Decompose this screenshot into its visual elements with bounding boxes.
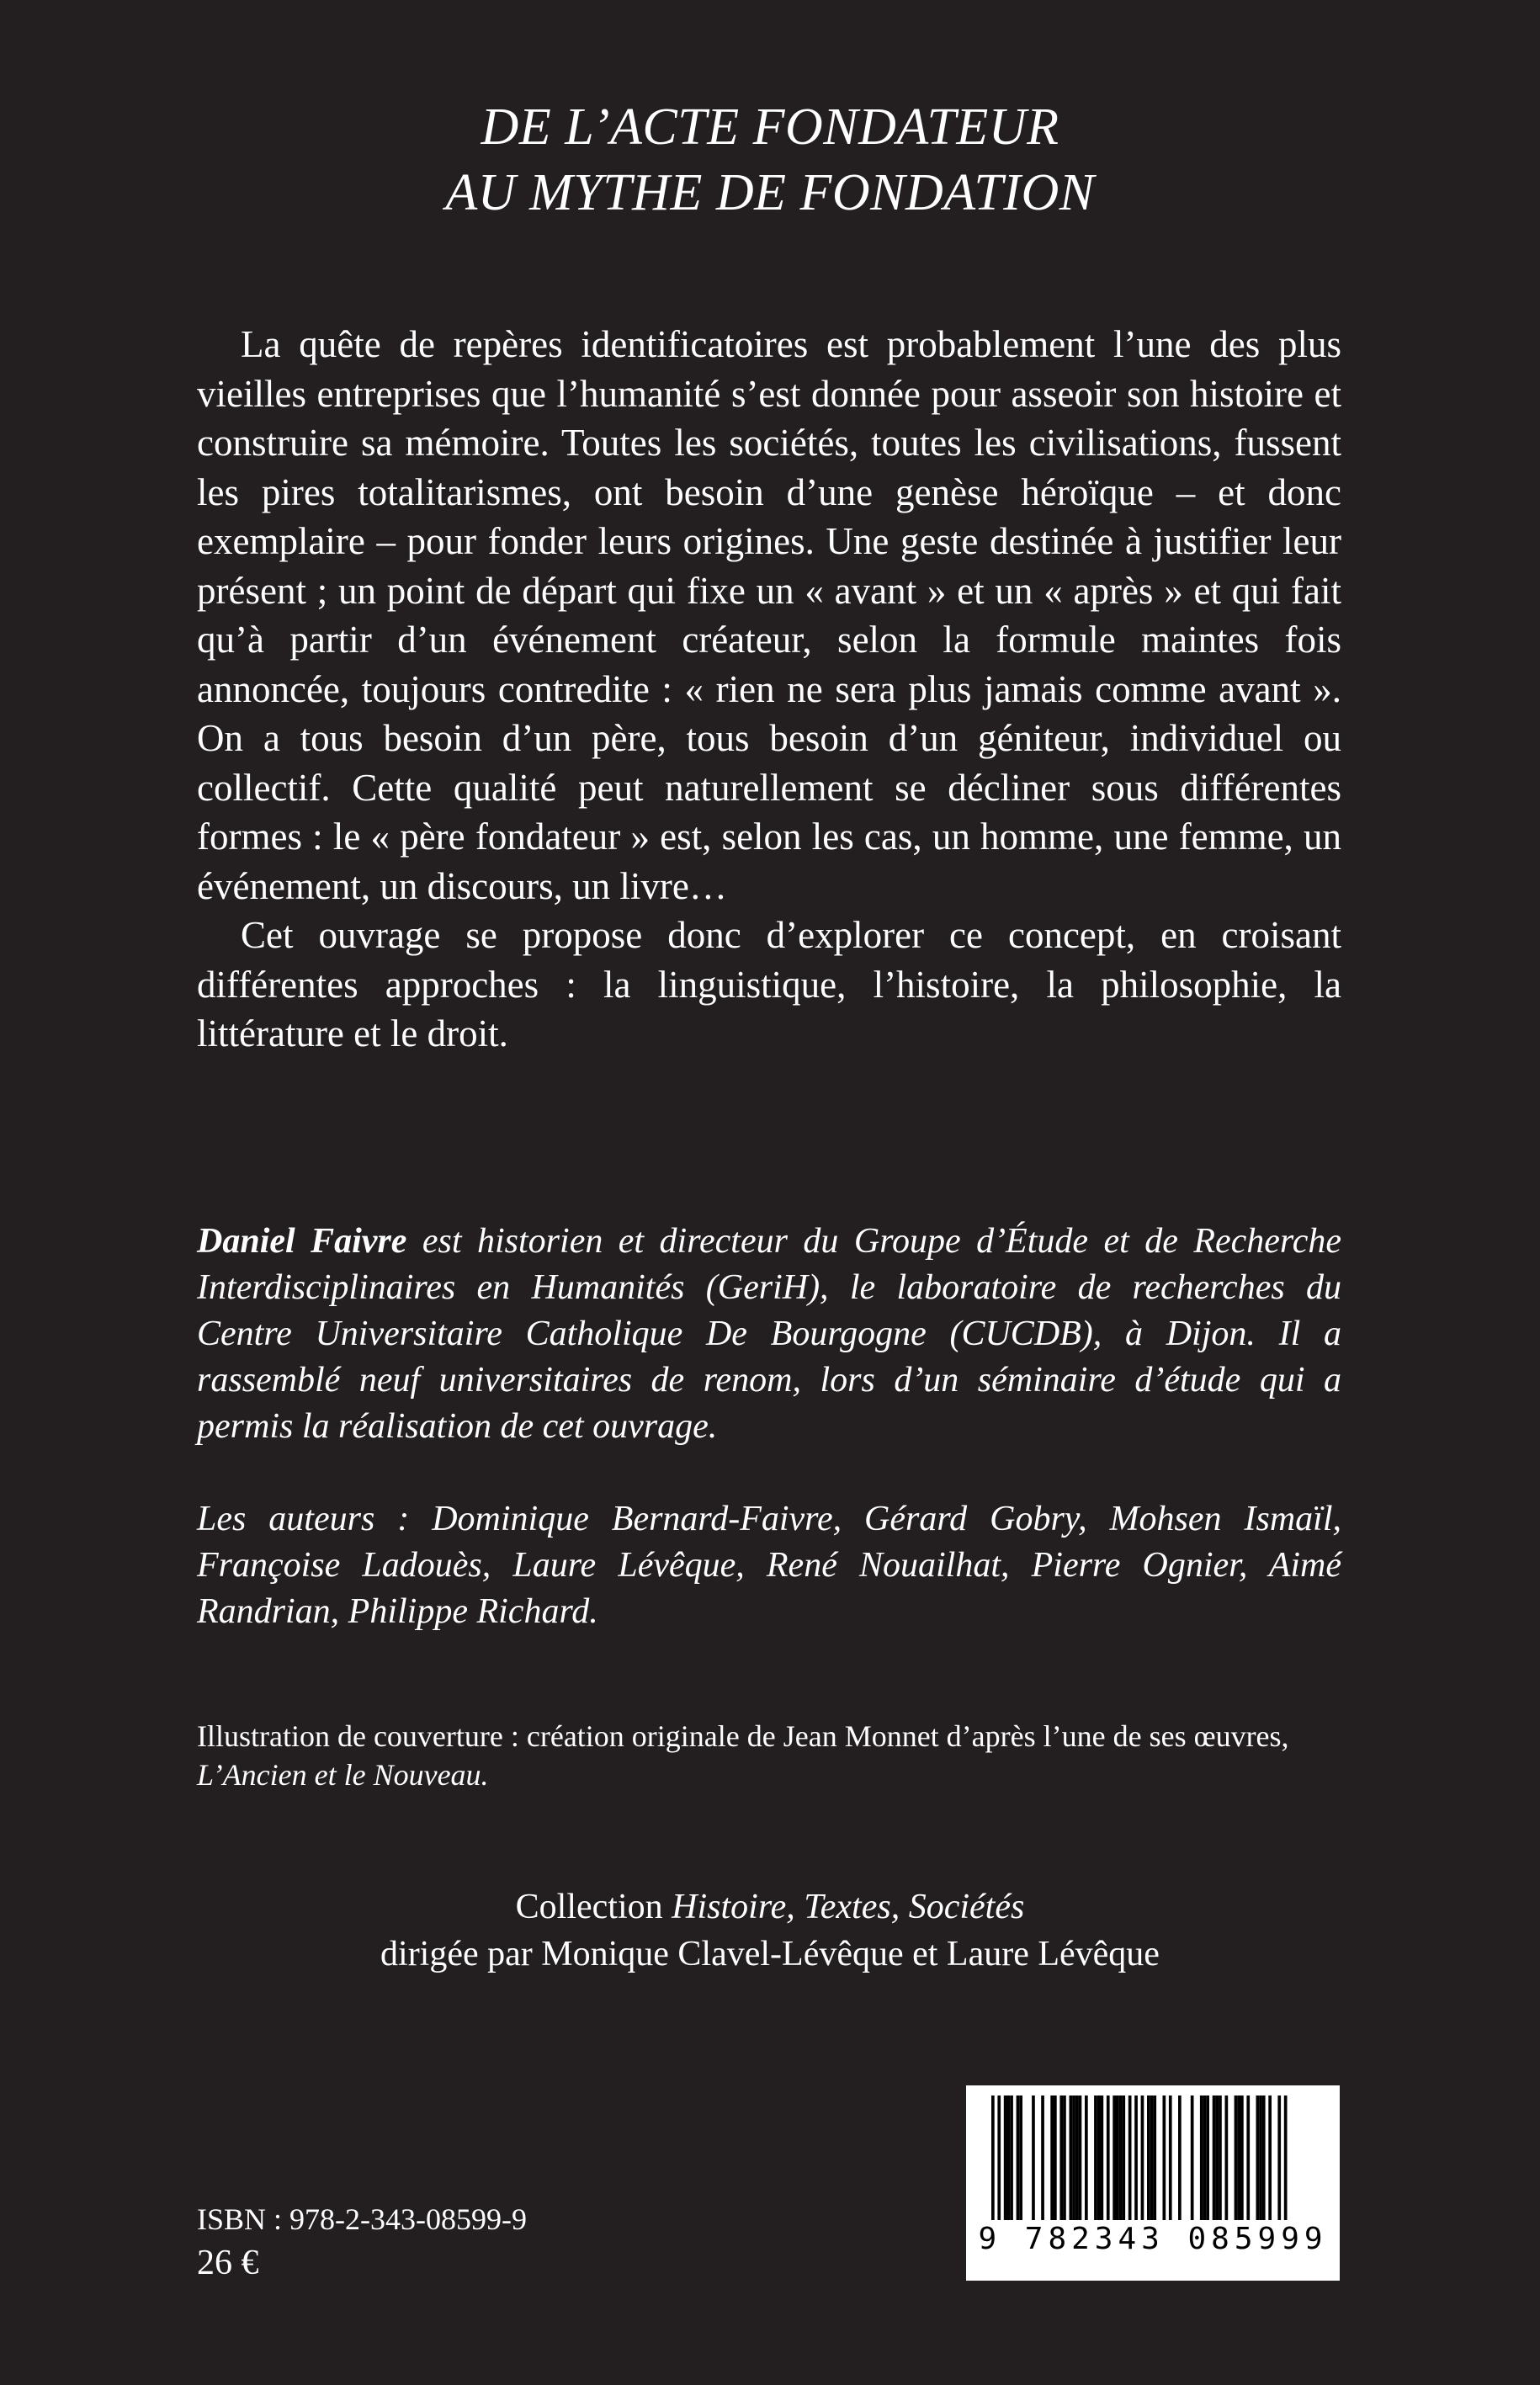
barcode-bar: [991, 2096, 995, 2220]
barcode-bar: [1116, 2096, 1119, 2220]
barcode-bar: [1119, 2096, 1123, 2220]
barcode-bar: [1203, 2096, 1207, 2220]
barcode-bar: [1141, 2096, 1144, 2220]
price: 26 €: [197, 2244, 259, 2282]
barcode-bar: [1041, 2096, 1044, 2220]
barcode-bar: [1075, 2096, 1079, 2220]
illustration-credit-text: Illustration de couverture : création originale de Jean Monnet d’après l’une de ses œuvres,: [197, 1719, 1289, 1753]
author-bio: [197, 1219, 1341, 1450]
barcode-bar: [1237, 2096, 1240, 2220]
barcode-bar: [1240, 2096, 1244, 2220]
barcode-bar: [1063, 2096, 1066, 2220]
barcode-bar: [1070, 2096, 1073, 2220]
barcode-bar: [1256, 2096, 1260, 2220]
barcode-bar: [1032, 2096, 1035, 2220]
summary-paragraph-2: Cet ouvrage se propose donc d’explorer ce concept, en croisant différentes approches : la linguistique, l’histoire, la philosophie, la littérature et le droit.: [197, 914, 1341, 1054]
illustration-work-title: L’Ancien et le Nouveau.: [197, 1758, 489, 1792]
collection-line: [0, 1883, 1540, 1931]
barcode-bar: [1010, 2096, 1013, 2220]
barcode-bar: [1097, 2096, 1101, 2220]
barcode-bar: [1277, 2096, 1281, 2220]
barcode-bar: [1094, 2096, 1097, 2220]
title-line-2: AU MYTHE DE FONDATION: [445, 164, 1095, 221]
barcode-bar: [1072, 2096, 1075, 2220]
barcode-bar: [1169, 2096, 1172, 2220]
illustration-credit: [197, 1717, 1341, 1794]
barcode-bar: [1246, 2096, 1250, 2220]
collection-prefix: Collection: [515, 1888, 672, 1926]
barcode-bar: [997, 2096, 1001, 2220]
barcode-bar: [1178, 2096, 1182, 2220]
barcode-bar: [1284, 2096, 1288, 2220]
barcode-bar: [1004, 2096, 1007, 2220]
barcode-digits: 9 782343 085999: [978, 2222, 1328, 2256]
barcode-bar: [1079, 2096, 1082, 2220]
barcode-bar: [1007, 2096, 1011, 2220]
barcode-bar: [1262, 2096, 1266, 2220]
barcode-bar: [1235, 2096, 1238, 2220]
barcode: [966, 2085, 1340, 2281]
summary: [197, 320, 1341, 1059]
barcode-bar: [1113, 2096, 1116, 2220]
barcode-bar: [1225, 2096, 1229, 2220]
barcode-bar: [1134, 2096, 1138, 2220]
author-bio-text: est historien et directeur du Groupe d’Étude et de Recherche Interdisciplinaires en Humanités (GeriH), le laboratoire de recherches du Centre Universitaire Catholique De Bourgogne (CUCDB), à Dijon. Il a rassemblé neuf universitaires de renom, lors d’un séminaire d’étude qui a permis la réalisation de cet ouvrage.: [197, 1222, 1341, 1446]
barcode-bar: [1147, 2096, 1150, 2220]
barcode-bar: [1150, 2096, 1154, 2220]
barcode-bar: [1191, 2096, 1194, 2220]
barcode-bar: [1153, 2096, 1156, 2220]
barcode-bar: [1059, 2096, 1063, 2220]
barcode-bar: [1200, 2096, 1203, 2220]
barcode-bar: [1259, 2096, 1262, 2220]
barcode-bar: [1215, 2096, 1219, 2220]
barcode-bar: [1085, 2096, 1088, 2220]
barcode-bar: [1050, 2096, 1054, 2220]
author-name: Daniel Faivre: [197, 1222, 407, 1261]
barcode-bar: [1268, 2096, 1272, 2220]
title-line-1: DE L’ACTE FONDATEUR: [481, 98, 1059, 156]
barcode-bar: [1122, 2096, 1125, 2220]
barcode-bar: [1054, 2096, 1057, 2220]
barcode-bar: [1163, 2096, 1166, 2220]
barcode-bar: [1107, 2096, 1110, 2220]
collection-info: [0, 1883, 1540, 1978]
barcode-bar: [1128, 2096, 1132, 2220]
barcode-bar: [1213, 2096, 1216, 2220]
summary-paragraph-1: La quête de repères identificatoires est probablement l’une des plus vieilles entreprises que l’humanité s’est donnée pour asseoir son histoire et construire sa mémoire. Toutes les sociétés, toutes les civilisations, fussent les pires totalitarismes, ont besoin d’une genèse héroïque – et donc exemplaire – pour fonder leurs origines. Une geste destinée à justifier leur présent ; un point de départ qui fixe un « avant » et un « après » et qui fait qu’à partir d’un événement créateur, selon la formule maintes fois annoncée, toujours contredite : « rien ne sera plus jamais comme avant ». On a tous besoin d’un père, tous besoin d’un géniteur, individuel ou collectif. Cette qualité peut naturellement se décliner sous différentes formes : le « père fondateur » est, selon les cas, un homme, une femme, un événement, un discours, un livre…: [197, 323, 1341, 907]
book-title: [0, 94, 1540, 226]
authors-list: Les auteurs : Dominique Bernard-Faivre, Gérard Gobry, Mohsen Ismaïl, Françoise Ladouès, Laure Lévêque, René Nouailhat, Pierre Ognier, Aimé Randrian, Philippe Richard.: [197, 1500, 1341, 1631]
collection-directors: dirigée par Monique Clavel-Lévêque et Laure Lévêque: [380, 1935, 1160, 1973]
isbn: ISBN : 978-2-343-08599-9: [197, 2202, 527, 2236]
barcode-bar: [1019, 2096, 1022, 2220]
barcode-bar: [1206, 2096, 1209, 2220]
barcode-bar: [1017, 2096, 1020, 2220]
barcode-bar: [1101, 2096, 1104, 2220]
collection-name: Histoire, Textes, Sociétés: [672, 1888, 1025, 1926]
barcode-bar: [1219, 2096, 1222, 2220]
